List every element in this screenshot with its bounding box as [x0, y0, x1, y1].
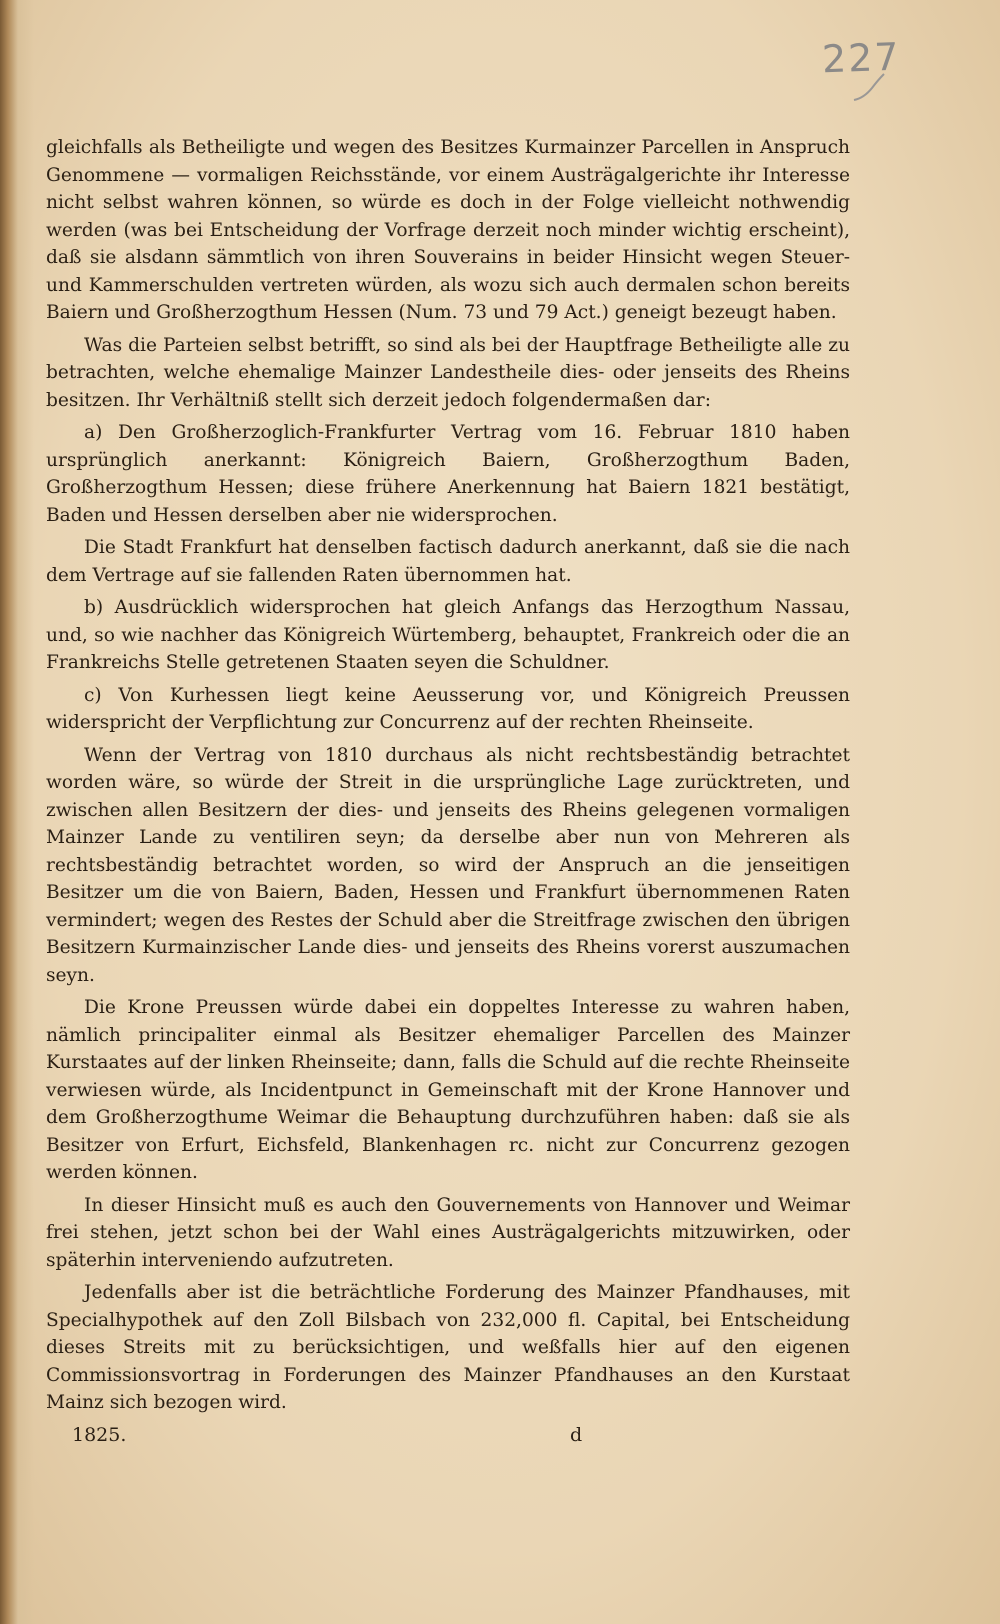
- signature-mark: d: [570, 1424, 583, 1446]
- footer-year: 1825.: [72, 1424, 127, 1446]
- paragraph: Die Stadt Frankfurt hat denselben factisch dadurch anerkannt, daß sie die nach dem Vertrage auf sie fallenden Raten übernommen hat.: [46, 537, 850, 586]
- paragraph: b) Ausdrücklich widersprochen hat gleich Anfangs das Herzogthum Nassau, und, so wie nachher das Königreich Würtemberg, behauptet, Frankreich oder die an Frankreichs Stelle getretenen Staaten seyen die Schuldner.: [46, 597, 850, 673]
- page-number: 227: [821, 34, 902, 82]
- paragraph: a) Den Großherzoglich-Frankfurter Vertrag vom 16. Februar 1810 haben ursprünglich anerkannt: Königreich Baiern, Großherzogthum Baden, Großherzogthum Hessen; diese frühere Anerkennung hat Baiern 1821 bestätigt, Baden und Hessen derselben aber nie widersprochen.: [46, 422, 850, 526]
- paragraph: Die Krone Preussen würde dabei ein doppeltes Interesse zu wahren haben, nämlich principaliter einmal als Besitzer ehemaliger Parcellen des Mainzer Kurstaates auf der linken Rheinseite; dann, falls die Schuld auf die rechte Rheinseite verwiesen würde, als Incidentpunct in Gemeinschaft mit der Krone Hannover und dem Großherzogthume Weimar die Behauptung durchzuführen haben: daß sie als Besitzer von Erfurt, Eichsfeld, Blankenhagen rc. nicht zur Concurrenz gezogen werden können.: [46, 997, 850, 1183]
- paragraph: Jedenfalls aber ist die beträchtliche Forderung des Mainzer Pfandhauses, mit Specialhypothek auf den Zoll Bilsbach von 232,000 fl. Capital, bei Entscheidung dieses Streits mit zu berücksichtigen, und weßfalls hier auf den eigenen Commissionsvortrag in Forderungen des Mainzer Pfandhauses an den Kurstaat Mainz sich bezogen wird.: [46, 1282, 850, 1413]
- paragraph: Was die Parteien selbst betrifft, so sind als bei der Hauptfrage Betheiligte alle zu betrachten, welche ehemalige Mainzer Landestheile dies- oder jenseits des Rheins besitzen. Ihr Verhältniß stellt sich derzeit jedoch folgendermaßen dar:: [46, 334, 850, 411]
- pencil-mark: [850, 70, 890, 110]
- body-text: [46, 134, 850, 1422]
- paragraph: In dieser Hinsicht muß es auch den Gouvernements von Hannover und Weimar frei stehen, jetzt schon bei der Wahl eines Austrägalgerichts mitzuwirken, oder späterhin interveniendo aufzutreten.: [46, 1194, 850, 1271]
- paragraph: Wenn der Vertrag von 1810 durchaus als nicht rechtsbeständig betrachtet worden wäre, so würde der Streit in die ursprüngliche Lage zurücktreten, und zwischen allen Besitzern der dies- und jenseits des Rheins gelegenen vormaligen Mainzer Lande zu ventiliren seyn; da derselbe aber nun von Mehreren als rechtsbeständig betrachtet worden, so wird der Anspruch an die jenseitigen Besitzer um die von Baiern, Baden, Hessen und Frankfurt übernommenen Raten vermindert; wegen des Restes der Schuld aber die Streitfrage zwischen den übrigen Besitzern Kurmainzischer Lande dies- und jenseits des Rheins vorerst auszumachen seyn.: [46, 744, 850, 986]
- paragraph: c) Von Kurhessen liegt keine Aeusserung vor, und Königreich Preussen widerspricht der Verpflichtung zur Concurrenz auf der rechten Rheinseite.: [46, 684, 850, 733]
- paragraph: gleichfalls als Betheiligte und wegen des Besitzes Kurmainzer Parcellen in Anspruch Genommene — vormaligen Reichsstände, vor einem Austrägalgerichte ihr Interesse nicht selbst wahren können, so würde es doch in der Folge vielleicht nothwendig werden (was bei Entscheidung der Vorfrage derzeit noch minder wichtig erscheint), daß sie alsdann sämmtlich von ihren Souverains in beider Hinsicht wegen Steuer- und Kammerschulden vertreten würden, als wozu sich auch dermalen schon bereits Baiern und Großherzogthum Hessen (Num. 73 und 79 Act.) geneigt bezeugt haben.: [46, 137, 850, 323]
